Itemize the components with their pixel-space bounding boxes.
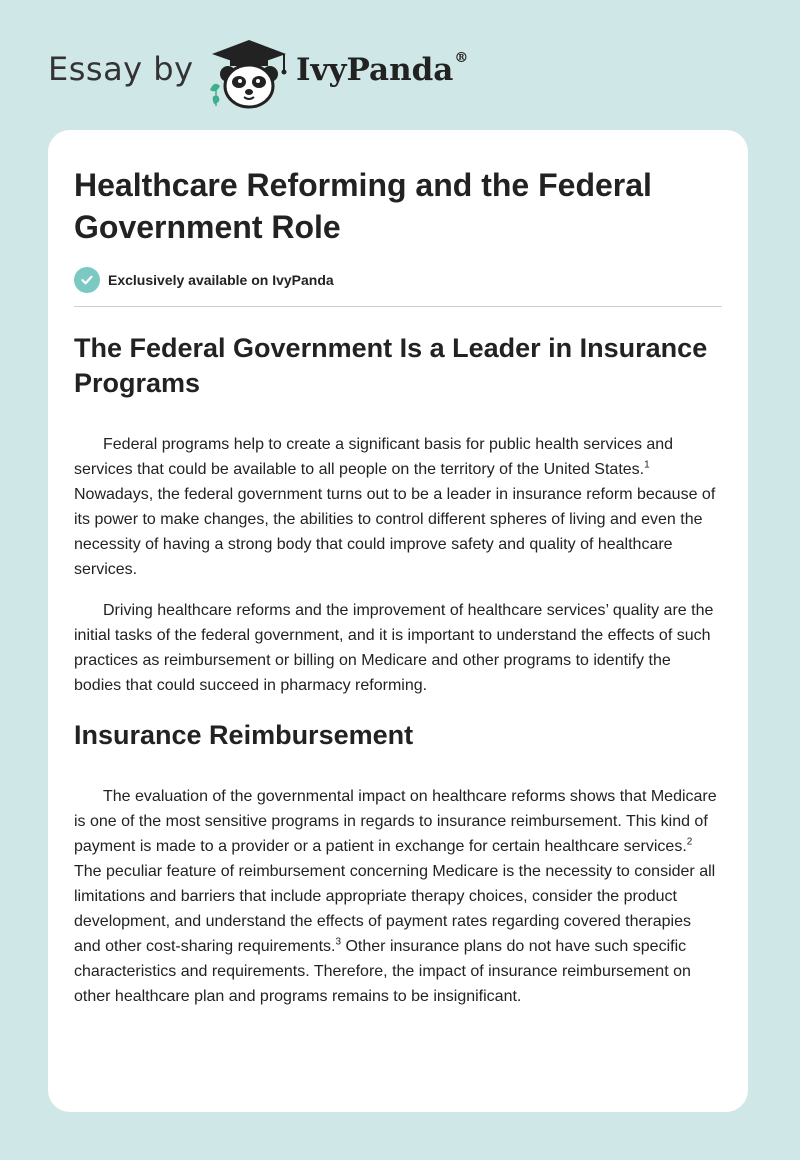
section-heading: The Federal Government Is a Leader in Insurance Programs [74,333,708,398]
paragraph [74,432,722,582]
section-federal-leader [74,331,722,698]
panda-graduate-icon [204,34,294,110]
paragraph-text: The evaluation of the governmental impact on healthcare reforms shows that Medicare is one of the most sensitive programs in regards to insurance reimbursement. This kind of payment is made to a provider or a patient in exchange for certain healthcare services. [74,788,717,855]
section-insurance-reimbursement [74,718,722,1009]
paragraph [74,598,722,698]
site-brand[interactable] [48,34,508,110]
paragraph [74,784,722,1009]
essay-card [48,130,748,1112]
brand-prefix: Essay by [48,50,194,88]
footnote-ref[interactable]: 1 [644,459,650,471]
section-heading: Insurance Reimbursement [74,720,414,750]
footnote-ref[interactable]: 2 [686,836,693,848]
paragraph-text: Driving healthcare reforms and the improvement of healthcare services’ quality are the initial tasks of the federal government, and it is important to understand the effects of such practices as reimbursement or billing on Medicare and other programs to identify the bodies that could succeed in pharmacy reforming. [74,602,714,694]
paragraph-text: Other insurance plans do not have such specific characteristics and requirements. Therefore, the impact of insurance reimbursement on other healthcare plan and programs remains to be insignificant. [74,938,691,1005]
title-divider [74,306,722,307]
exclusive-label: Exclusively available on IvyPanda [108,272,334,288]
brand-name [296,52,468,88]
paragraph-text: Nowadays, the federal government turns out to be a leader in insurance reform because of its power to make changes, the abilities to control different spheres of living and even the necessity of having a strong body that could improve safety and quality of healthcare services. [74,486,716,578]
exclusive-notice [74,266,722,294]
paragraph-text: The peculiar feature of reimbursement concerning Medicare is the necessity to consider all limitations and barriers that include appropriate therapy choices, consider the product development, and understand the effects of payment rates regarding covered therapies and other cost-sharing requirements. [74,863,716,955]
check-circle-icon [74,267,100,293]
footnote-ref[interactable]: 3 [335,936,342,948]
essay-title: Healthcare Reforming and the Federal Government Role [74,167,652,245]
registered-mark: ® [454,50,469,66]
brand-name-text: IvyPanda [296,52,454,88]
paragraph-text: Federal programs help to create a significant basis for public health services and services that could be available to all people on the territory of the United States. [74,436,674,478]
